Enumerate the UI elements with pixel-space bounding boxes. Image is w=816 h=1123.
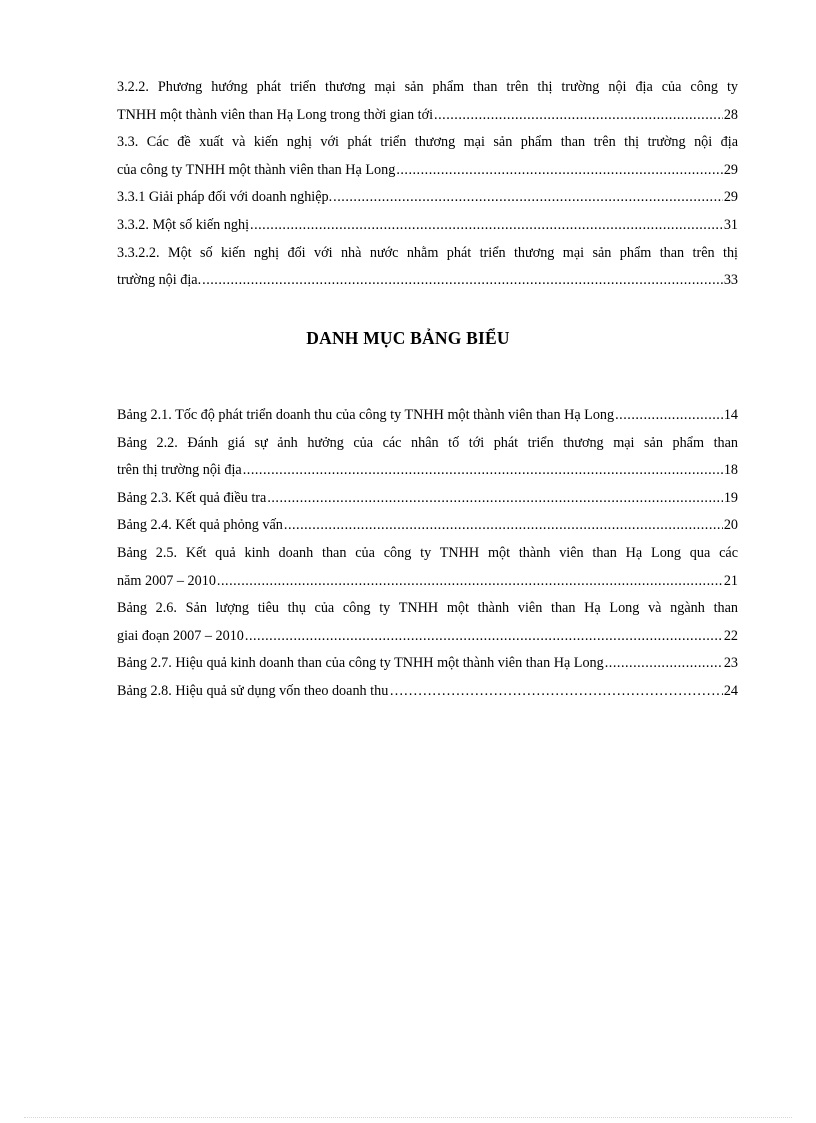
table-page-number: 14 [723, 407, 738, 423]
toc-entry-text: 3.3.1 Giải pháp đối với doanh nghiệp. [117, 189, 333, 206]
table-entry-line: Bảng 2.5. Kết quả kinh doanh than của công ty TNHH một thành viên than Hạ Long qua các [117, 544, 738, 561]
toc-entry-3-3 [117, 129, 738, 184]
dot-leader [267, 485, 722, 513]
table-entry-2-4 [117, 512, 738, 540]
table-page-number: 19 [723, 489, 738, 506]
toc-page-number: 31 [723, 216, 738, 233]
toc-entry-3-2-2 [117, 74, 738, 129]
toc-entry-line: 3.2.2. Phương hướng phát triển thương mại sản phẩm than trên thị trường nội địa của công ty [117, 79, 738, 95]
table-page-number: 24 [723, 682, 738, 699]
dot-leader [243, 457, 723, 485]
dot-leader [284, 512, 723, 540]
toc-continued-list [117, 74, 738, 295]
table-page-number: 22 [723, 627, 738, 644]
toc-entry-3-3-1 [117, 184, 738, 212]
toc-entry-line: 3.3.2.2. Một số kiến nghị đối với nhà nước nhằm phát triển thương mại sản phẩm than trên thị [117, 244, 738, 261]
section-heading: DANH MỤC BẢNG BIỂU [306, 328, 510, 348]
table-entry-2-3 [117, 485, 738, 513]
table-entry-2-5 [117, 540, 738, 595]
table-entry-text: Bảng 2.3. Kết quả điều tra [117, 489, 267, 506]
dot-leader [245, 623, 723, 651]
toc-entry-text: 3.3.2. Một số kiến nghị [117, 216, 250, 233]
table-page-number: 20 [723, 517, 738, 534]
table-entry-text: trên thị trường nội địa [117, 462, 242, 479]
table-page-number: 21 [723, 572, 738, 589]
table-page-number: 18 [723, 462, 738, 479]
dot-leader [605, 650, 723, 678]
toc-page-number: 29 [723, 189, 738, 206]
toc-page-number: 28 [723, 106, 738, 123]
toc-entry-3-3-2-2 [117, 240, 738, 295]
dot-leader [434, 102, 723, 130]
table-entry-line: Bảng 2.2. Đánh giá sự ảnh hưởng của các nhân tố tới phát triển thương mại sản phẩm than [117, 434, 738, 451]
dot-leader [389, 678, 723, 706]
toc-entry-3-3-2 [117, 212, 738, 240]
table-entry-2-2 [117, 430, 738, 485]
table-entry-text: Bảng 2.7. Hiệu quả kinh doanh than của công ty TNHH một thành viên than Hạ Long [117, 655, 604, 672]
dot-leader [615, 402, 723, 430]
table-entry-text: Bảng 2.1. Tốc độ phát triển doanh thu của công ty TNHH một thành viên than Hạ Long [117, 407, 615, 423]
table-entry-2-6 [117, 595, 738, 650]
table-entry-line: Bảng 2.6. Sản lượng tiêu thụ của công ty TNHH một thành viên than Hạ Long và ngành than [117, 600, 738, 617]
dot-leader [250, 212, 723, 240]
toc-entry-text: trường nội địa. [117, 272, 202, 289]
table-entry-2-7 [117, 650, 738, 678]
page-bottom-rule [24, 1117, 792, 1118]
table-entry-text: Bảng 2.4. Kết quả phỏng vấn [117, 517, 283, 534]
toc-entry-text: TNHH một thành viên than Hạ Long trong thời gian tới [117, 106, 434, 123]
dot-leader [333, 184, 723, 212]
table-entry-2-1 [117, 402, 738, 430]
table-list [117, 402, 738, 706]
toc-page-number: 29 [723, 161, 738, 178]
toc-page-number: 33 [723, 272, 738, 289]
dot-leader [396, 157, 723, 185]
table-entry-2-8 [117, 678, 738, 706]
table-entry-text: giai đoạn 2007 – 2010 [117, 627, 244, 644]
dot-leader [202, 267, 723, 295]
dot-leader [217, 568, 723, 596]
table-entry-text: Bảng 2.8. Hiệu quả sử dụng vốn theo doanh thu [117, 682, 389, 699]
table-entry-text: năm 2007 – 2010 [117, 572, 216, 589]
toc-entry-text: của công ty TNHH một thành viên than Hạ Long [117, 161, 396, 178]
toc-entry-line: 3.3. Các đề xuất và kiến nghị với phát triển thương mại sản phẩm than trên thị trường nội địa [117, 134, 738, 151]
table-page-number: 23 [723, 655, 738, 672]
